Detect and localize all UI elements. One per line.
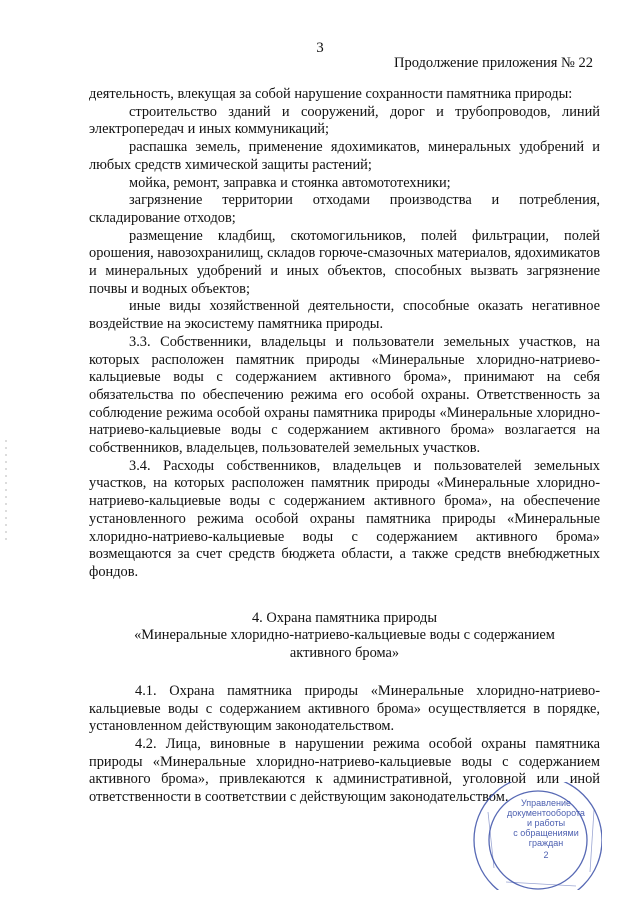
office-stamp <box>466 782 602 890</box>
stamp-line-1: Управление <box>520 798 572 808</box>
stamp-line-5: граждан <box>528 838 564 848</box>
page-number: 3 <box>316 40 324 56</box>
paragraph-activity: деятельность, влекущая за собой нарушение сохранности памятника природы: <box>89 86 573 102</box>
list-item-plowing: распашка земель, применение ядохимикатов, минеральных удобрений и любых средств химической защиты растений; <box>89 139 600 173</box>
paragraph-3-3: 3.3. Собственники, владельцы и пользователи земельных участков, на которых расположен памятник природы «Минеральные хлоридно-натриево-кальциевые воды с содержанием активного брома», принимают на себя обязательства по обеспечению режима его особой охраны. Ответственность за соблюдение режима особой охраны памятника природы «Минеральные хлоридно-натриево-кальциевые воды с содержанием активного брома» возлагается на собственников, владельцев, пользователей земельных участков. <box>89 333 600 457</box>
section-4-title: 4. Охрана памятника природы <box>251 609 438 626</box>
list-item-other: иные виды хозяйственной деятельности, способные оказать негативное воздействие на экосистему памятника природы. <box>89 298 600 333</box>
stamp-line-3: и работы <box>526 818 566 828</box>
appendix-label: Продолжение приложения № 22 <box>394 55 593 71</box>
document-body <box>89 86 600 807</box>
paragraph-4-1: 4.1. Охрана памятника природы «Минеральные хлоридно-натриево-кальциевые воды с содержанием активного брома» осуществляется в порядке, установленном действующим законодательством. <box>89 682 600 735</box>
list-item-pollution: загрязнение территории отходами производства и потребления, складирование отходов; <box>89 192 600 226</box>
list-item-vehicles: мойка, ремонт, заправка и стоянка автомототехники; <box>129 174 451 191</box>
list-item-construction: строительство зданий и сооружений, дорог и трубопроводов, линий электропередач и иных коммуникаций; <box>89 103 600 138</box>
stamp-line-6: 2 <box>543 850 549 860</box>
list-item-placement: размещение кладбищ, скотомогильников, полей фильтрации, полей орошения, навозохранилищ, складов горюче-смазочных материалов, ядохимикатов и минеральных удобрений и иных объектов, способных вызвать загрязнение почвы и водных объектов; <box>89 227 600 297</box>
paragraph-4-2: 4.2. Лица, виновные в нарушении режима особой охраны памятника природы «Минеральные хлоридно-натриево-кальциевые воды с содержанием активного брома», привлекаются к административной, уголовной или иной ответственности в соответствии с действующим законодательством. <box>89 735 600 806</box>
stamp-line-4: с обращениями <box>513 828 579 838</box>
section-4-subtitle-line2: активного брома» <box>289 645 400 662</box>
stamp-line-2: документооборота <box>507 808 585 818</box>
paragraph-3-4: 3.4. Расходы собственников, владельцев и пользователей земельных участков, на которых расположен памятник природы «Минеральные хлоридно-натриево-кальциевые воды с содержанием активного брома», на обеспечение установленного режима особой охраны памятника природы «Минеральные хлоридно-натриево-кальциевые воды с содержанием активного брома» возмещаются за счет средств бюджета области, а также средств внебюджетных фондов. <box>89 457 600 580</box>
section-4-subtitle-line1: «Минеральные хлоридно-натриево-кальциевые воды с содержанием <box>134 627 555 644</box>
margin-mark <box>4 440 8 540</box>
